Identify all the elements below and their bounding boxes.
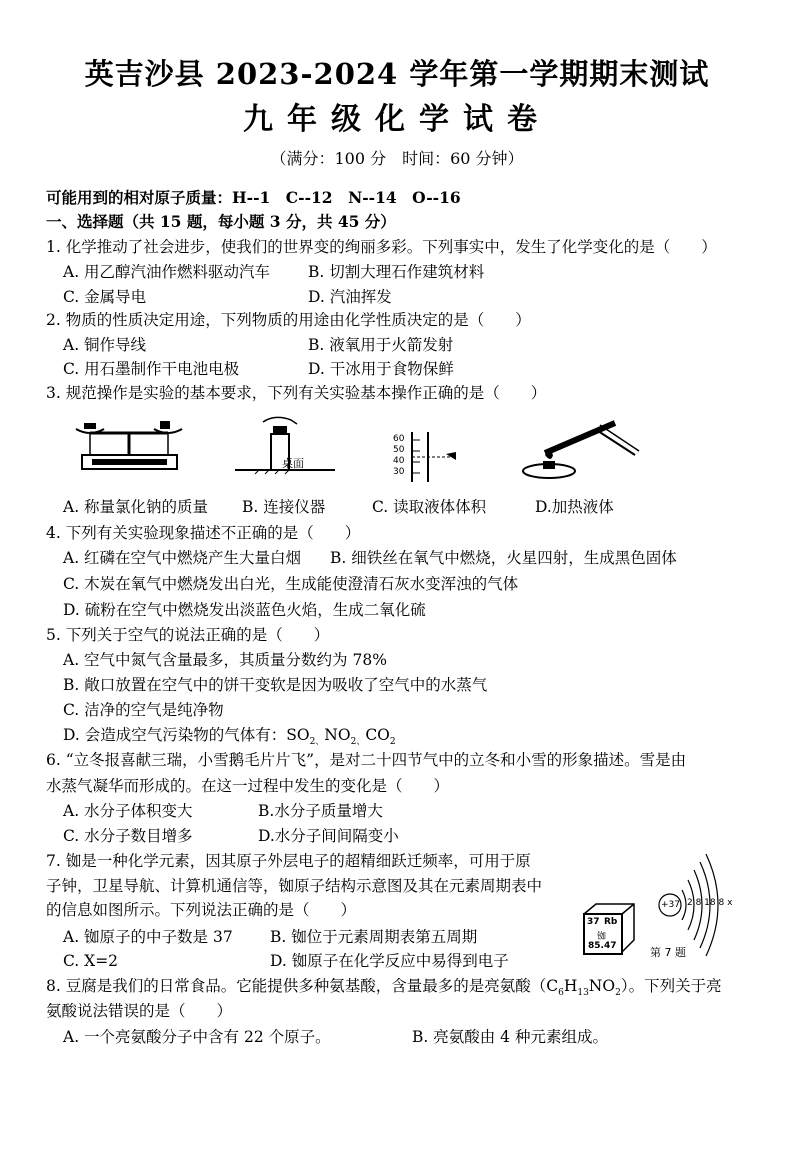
q8-option-a: A. 一个亮氨酸分子中含有 22 个原子。 bbox=[63, 1028, 331, 1046]
q1-option-d: D. 汽油挥发 bbox=[308, 288, 392, 306]
cyl-tick-30: 30 bbox=[393, 467, 405, 477]
atomic-masses: 可能用到的相对原子质量：H--1 C--12 N--14 O--16 bbox=[46, 188, 461, 207]
electron-shells: 2 8 18 8 x bbox=[687, 898, 733, 908]
q7-option-a: A. 铷原子的中子数是 37 bbox=[63, 928, 233, 946]
q7-stem-line2: 子钟，卫星导航、计算机通信等，铷原子结构示意图及其在元素周期表中 bbox=[46, 877, 543, 895]
q3-option-c: C. 读取液体体积 bbox=[372, 498, 487, 516]
cyl-tick-60: 60 bbox=[393, 434, 405, 444]
cell-mass: 85.47 bbox=[588, 941, 617, 951]
q7-option-b: B. 铷位于元素周期表第五周期 bbox=[270, 928, 478, 946]
periodic-cell-figure bbox=[578, 900, 638, 960]
q8-stem-line2: 氨酸说法错误的是（ ） bbox=[46, 1002, 233, 1020]
q5-option-d: D. 会造成空气污染物的气体有：$SO_{2、}NO_{2、}CO_2$ bbox=[63, 726, 396, 748]
table-surface-label: 桌面 bbox=[282, 457, 304, 470]
q6-stem-line2: 水蒸气凝华而形成的。在这一过程中发生的变化是（ ） bbox=[46, 777, 450, 795]
q4-option-c: C. 木炭在氧气中燃烧发出白光，生成能使澄清石灰水变浑浊的气体 bbox=[63, 575, 519, 593]
q3-stem: 3. 规范操作是实验的基本要求，下列有关实验基本操作正确的是（ ） bbox=[46, 384, 547, 402]
cell-symbol: Rb bbox=[604, 917, 618, 927]
q6-option-b: B.水分子质量增大 bbox=[258, 802, 383, 820]
q6-option-a: A. 水分子体积变大 bbox=[63, 802, 193, 820]
q4-option-b: B. 细铁丝在氧气中燃烧，火星四射，生成黑色固体 bbox=[330, 549, 677, 567]
q3-option-b: B. 连接仪器 bbox=[242, 498, 326, 516]
q7-option-d: D. 铷原子在化学反应中易得到电子 bbox=[270, 952, 509, 970]
q2-option-d: D. 干冰用于食物保鲜 bbox=[308, 360, 454, 378]
cyl-tick-50: 50 bbox=[393, 445, 405, 455]
q4-stem: 4. 下列有关实验现象描述不正确的是（ ） bbox=[46, 524, 361, 542]
q3-option-d: D.加热液体 bbox=[535, 498, 614, 516]
balance-figure bbox=[72, 415, 187, 475]
q1-option-b: B. 切割大理石作建筑材料 bbox=[308, 263, 485, 281]
q2-option-c: C. 用石墨制作干电池电极 bbox=[63, 360, 240, 378]
q7-stem-line3: 的信息如图所示。下列说法正确的是（ ） bbox=[46, 901, 357, 919]
q6-stem-line1: 6. “立冬报喜献三瑞，小雪鹅毛片片飞”，是对二十四节气中的立冬和小雪的形象描述。雪是由 bbox=[46, 751, 687, 769]
heating-liquid-figure bbox=[515, 415, 645, 485]
q5-option-b: B. 敞口放置在空气中的饼干变软是因为吸收了空气中的水蒸气 bbox=[63, 676, 488, 694]
nucleus-charge: +37 bbox=[661, 900, 680, 910]
q5-stem: 5. 下列关于空气的说法正确的是（ ） bbox=[46, 626, 330, 644]
q1-option-a: A. 用乙醇汽油作燃料驱动汽车 bbox=[63, 263, 271, 281]
q2-option-b: B. 液氧用于火箭发射 bbox=[308, 336, 454, 354]
section-heading: 一、选择题（共 15 题，每小题 3 分，共 45 分） bbox=[46, 212, 396, 231]
q4-option-a: A. 红磷在空气中燃烧产生大量白烟 bbox=[63, 549, 302, 567]
cell-number: 37 bbox=[587, 917, 600, 927]
q2-stem: 2. 物质的性质决定用途，下列物质的用途由化学性质决定的是（ ） bbox=[46, 311, 531, 329]
q7-option-c: C. X=2 bbox=[63, 952, 119, 970]
q8-option-b: B. 亮氨酸由 4 种元素组成。 bbox=[412, 1028, 608, 1046]
q5-option-a: A. 空气中氮气含量最多，其质量分数约为 78% bbox=[63, 651, 387, 669]
q6-option-c: C. 水分子数目增多 bbox=[63, 827, 193, 845]
exam-title: 英吉沙县 2023-2024 学年第一学期期末测试 bbox=[84, 57, 710, 91]
cell-name: 铷 bbox=[597, 932, 607, 942]
q8-stem-line1: 8. 豆腐是我们的日常食品。它能提供多种氨基酸，含量最多的是亮氨酸$(C_6H_{13}NO_2)$。下列关于亮 bbox=[46, 977, 722, 999]
q3-option-a: A. 称量氯化钠的质量 bbox=[63, 498, 209, 516]
q2-option-a: A. 铜作导线 bbox=[63, 336, 147, 354]
figure-7-caption: 第 7 题 bbox=[650, 946, 686, 959]
q5-option-c: C. 洁净的空气是纯净物 bbox=[63, 701, 224, 719]
exam-info: （满分：100 分 时间：60 分钟） bbox=[270, 149, 524, 168]
q1-stem: 1. 化学推动了社会进步，使我们的世界变的绚丽多彩。下列事实中，发生了化学变化的是（ ） bbox=[46, 238, 717, 256]
q1-option-c: C. 金属导电 bbox=[63, 288, 147, 306]
q6-option-d: D.水分子间间隔变小 bbox=[258, 827, 399, 845]
exam-subtitle: 九年级化学试卷 bbox=[243, 102, 551, 137]
q7-stem-line1: 7. 铷是一种化学元素，因其原子外层电子的超精细跃迁频率，可用于原 bbox=[46, 852, 531, 870]
q4-option-d: D. 硫粉在空气中燃烧发出淡蓝色火焰，生成二氧化硫 bbox=[63, 601, 426, 619]
cyl-tick-40: 40 bbox=[393, 456, 405, 466]
